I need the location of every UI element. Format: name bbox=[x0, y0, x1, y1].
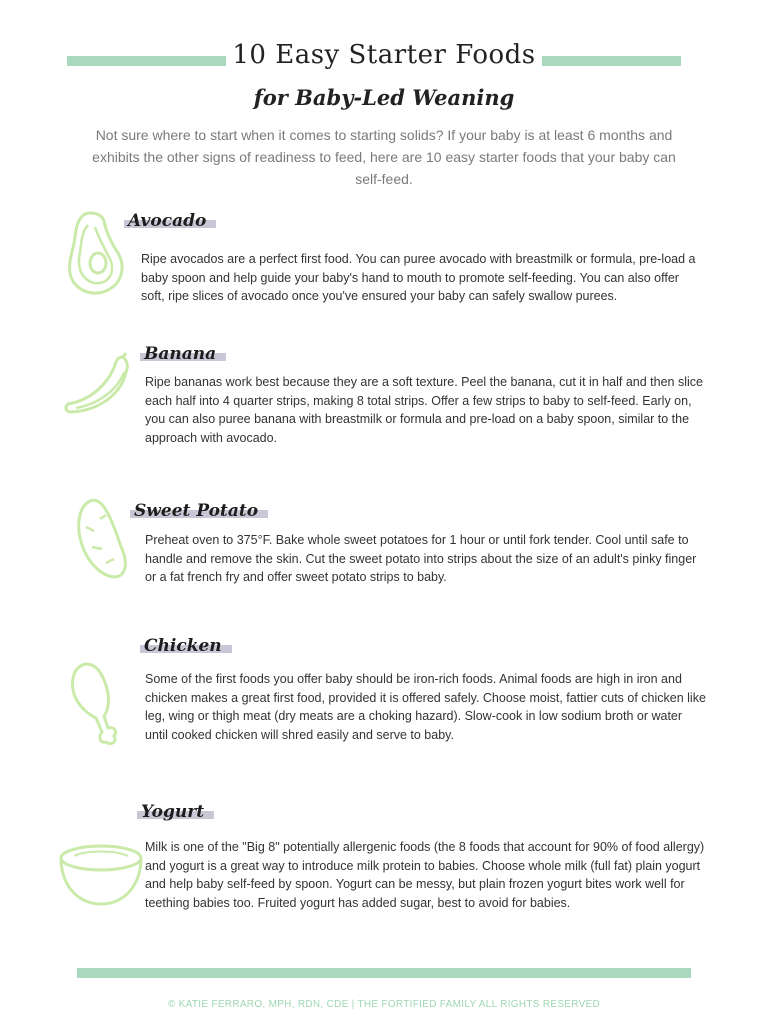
section-body: Preheat oven to 375°F. Bake whole sweet potatoes for 1 hour or until fork tender. Cool until safe to handle and remove the skin. Cut the sweet potato into strips about the size of an adult's pinky finger or a fat french fry and offer sweet potato strips to baby. bbox=[145, 533, 697, 584]
sweet-potato-icon bbox=[72, 497, 132, 583]
section-heading: Sweet Potato bbox=[130, 501, 268, 521]
page-subtitle: for Baby-Led Weaning bbox=[253, 85, 515, 110]
section-body: Some of the first foods you offer baby should be iron-rich foods. Animal foods are high in iron and chicken makes a great first food, provided it is offered safely. Choose moist, fattier cuts of chicken like leg, wing or thigh meat (dry meats are a choking hazard). Slow-cook in low sodium broth or water until cooked chicken will shred easily and serve to baby. bbox=[145, 672, 706, 742]
section-heading: Banana bbox=[140, 344, 226, 364]
bowl-icon bbox=[56, 840, 146, 910]
section-heading: Avocado bbox=[124, 211, 216, 231]
banana-icon bbox=[62, 352, 138, 422]
bottom-divider-bar bbox=[77, 968, 691, 978]
footer-copyright: © KATIE FERRARO, MPH, RDN, CDE | THE FORTIFIED FAMILY ALL RIGHTS RESERVED bbox=[167, 999, 601, 1010]
intro-paragraph: Not sure where to start when it comes to starting solids? If your baby is at least 6 months and exhibits the other signs of readiness to feed, here are 10 easy starter foods that your baby can self-feed. bbox=[92, 127, 676, 187]
section-heading: Chicken bbox=[140, 636, 232, 656]
section-body: Ripe avocados are a perfect first food. You can puree avocado with breastmilk or formula, pre-load a baby spoon and help guide your baby's hand to mouth to promote self-feeding. You can also offer soft, ripe slices of avocado once you've ensured your baby can safely swallow purees. bbox=[141, 252, 696, 303]
section-heading: Yogurt bbox=[137, 802, 214, 822]
chicken-leg-icon bbox=[68, 660, 124, 750]
page-title: 10 Easy Starter Foods bbox=[0, 40, 768, 70]
section-body: Ripe bananas work best because they are a soft texture. Peel the banana, cut it in half and then slice each half into 4 quarter strips, making 8 total strips. Offer a few strips to baby to self-feed. Early on, you can also puree banana with breastmilk or formula and pre-load on a baby spoon, similar to the approach with avocado. bbox=[145, 375, 703, 445]
section-body: Milk is one of the "Big 8" potentially allergenic foods (the 8 foods that account for 90% of food allergy) and yogurt is a great way to introduce milk protein to babies. Choose whole milk (full fat) plain yogurt and help baby self-feed by spoon. Yogurt can be messy, but plain frozen yogurt bites work well for teething babies too. Fruited yogurt has added sugar, best to avoid for babies. bbox=[145, 840, 705, 910]
avocado-icon bbox=[64, 209, 130, 295]
